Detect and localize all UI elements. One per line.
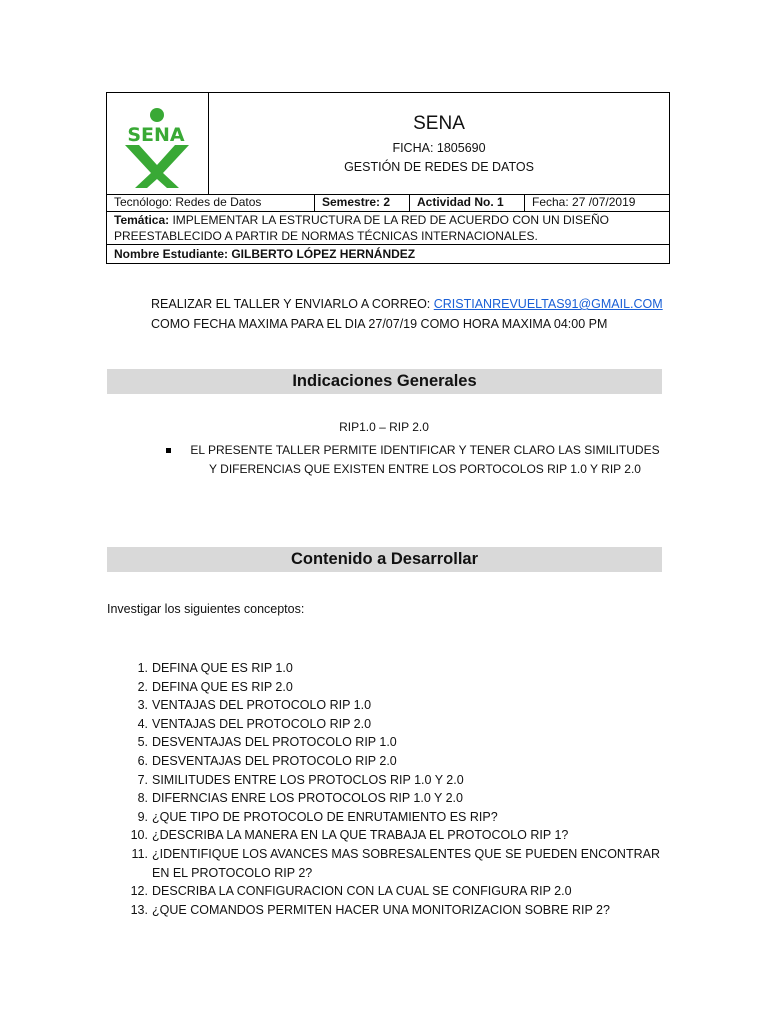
page-title: SENA <box>413 113 465 134</box>
header-top-row <box>107 93 669 195</box>
list-item-text: VENTAJAS DEL PROTOCOLO RIP 1.0 <box>152 698 372 713</box>
list-item <box>120 882 660 901</box>
instructions-prefix: REALIZAR EL TALLER Y ENVIARLO A CORREO: <box>151 297 434 311</box>
list-item-number: 12. <box>130 884 148 899</box>
list-item-text: DESVENTAJAS DEL PROTOCOLO RIP 1.0 <box>152 735 397 750</box>
list-item <box>120 771 660 790</box>
question-list <box>120 659 660 919</box>
list-item <box>120 678 660 697</box>
list-item-number: 7. <box>137 772 148 787</box>
intro-text: Investigar los siguientes conceptos: <box>107 602 305 616</box>
list-item <box>120 808 660 827</box>
list-item-number: 9. <box>137 809 148 824</box>
nombre-label: Nombre Estudiante: <box>114 247 229 261</box>
list-item-text: VENTAJAS DEL PROTOCOLO RIP 2.0 <box>152 716 372 731</box>
tematica-text: IMPLEMENTAR LA ESTRUCTURA DE LA RED DE ACUERDO CON UN DISEÑO PREESTABLECIDO A PARTIR DE NORMAS TÉCNICAS INTERNACIONALES. <box>114 213 609 243</box>
fecha-cell: Fecha: 27 /07/2019 <box>532 195 636 209</box>
list-item-text: ¿QUE COMANDOS PERMITEN HACER UNA MONITORIZACION SOBRE RIP 2? <box>152 902 610 917</box>
email-link[interactable]: CRISTIANREVUELTAS91@GMAIL.COM <box>433 297 663 311</box>
list-item-text: DIFERNCIAS ENRE LOS PROTOCOLOS RIP 1.0 Y 2.0 <box>152 791 463 806</box>
list-item-number: 6. <box>137 753 148 768</box>
title-cell <box>209 93 669 194</box>
ficha-label: FICHA: 1805690 <box>392 141 486 155</box>
list-item-number: 4. <box>137 716 148 731</box>
list-item-text: ¿DESCRIBA LA MANERA EN LA QUE TRABAJA EL PROTOCOLO RIP 1? <box>152 828 569 843</box>
list-item <box>120 659 660 678</box>
list-item-number: 3. <box>137 698 148 713</box>
list-item <box>120 752 660 771</box>
list-item-text: DESVENTAJAS DEL PROTOCOLO RIP 2.0 <box>152 753 397 768</box>
list-item <box>120 901 660 920</box>
list-item-text: SIMILITUDES ENTRE LOS PROTOCLOS RIP 1.0 Y 2.0 <box>152 772 464 787</box>
actividad-cell: Actividad No. 1 <box>410 194 525 211</box>
list-item-number: 5. <box>137 735 148 750</box>
list-item-number: 2. <box>137 679 148 694</box>
list-item-text: ¿QUE TIPO DE PROTOCOLO DE ENRUTAMIENTO ES RIP? <box>152 809 498 824</box>
list-item-text: DEFINA QUE ES RIP 2.0 <box>152 679 293 694</box>
sena-logo-icon <box>107 93 208 194</box>
list-item <box>120 789 660 808</box>
list-item <box>120 826 660 845</box>
tematica-row <box>107 212 669 245</box>
list-item <box>120 733 660 752</box>
semestre-cell: Semestre: 2 <box>315 194 410 211</box>
list-item-text: DESCRIBA LA CONFIGURACION CON LA CUAL SE CONFIGURA RIP 2.0 <box>152 884 572 899</box>
nombre-row <box>107 246 669 263</box>
gestion-label: GESTIÓN DE REDES DE DATOS <box>344 160 534 174</box>
section-heading-contenido: Contenido a Desarrollar <box>107 547 662 572</box>
list-item <box>120 715 660 734</box>
info-row <box>107 194 669 212</box>
instructions <box>151 294 663 334</box>
list-item-text: ¿IDENTIFIQUE LOS AVANCES MAS SOBRESALENTES QUE SE PUEDEN ENCONTRAR EN EL PROTOCOLO RIP 2? <box>152 846 660 880</box>
list-item-number: 11. <box>131 846 148 861</box>
list-item-number: 1. <box>137 661 148 675</box>
instructions-line-1 <box>151 294 663 314</box>
section-heading-indicaciones: Indicaciones Generales <box>107 369 662 394</box>
list-item-number: 13. <box>130 902 148 917</box>
rip-subtitle: RIP1.0 – RIP 2.0 <box>339 420 429 434</box>
list-item <box>120 845 660 882</box>
nombre-value: GILBERTO LÓPEZ HERNÁNDEZ <box>228 247 416 261</box>
bullet-text: EL PRESENTE TALLER PERMITE IDENTIFICAR Y TENER CLARO LAS SIMILITUDES Y DIFERENCIAS QUE EXISTEN ENTRE LOS PORTOCOLOS RIP 1.0 Y RIP 2.0 <box>190 443 660 476</box>
list-item-number: 8. <box>137 791 148 806</box>
list-item-number: 10. <box>130 828 148 843</box>
tecnologo-cell: Tecnólogo: Redes de Datos <box>107 194 315 211</box>
instructions-line-2: COMO FECHA MAXIMA PARA EL DIA 27/07/19 COMO HORA MAXIMA 04:00 PM <box>151 317 608 331</box>
list-item-text: DEFINA QUE ES RIP 1.0 <box>152 661 293 675</box>
bullet-square-icon <box>166 448 171 453</box>
list-item <box>120 696 660 715</box>
logo-cell <box>107 93 209 194</box>
tematica-label: Temática: <box>114 213 170 227</box>
logo-text: SENA <box>127 124 185 146</box>
header-table <box>106 92 670 264</box>
